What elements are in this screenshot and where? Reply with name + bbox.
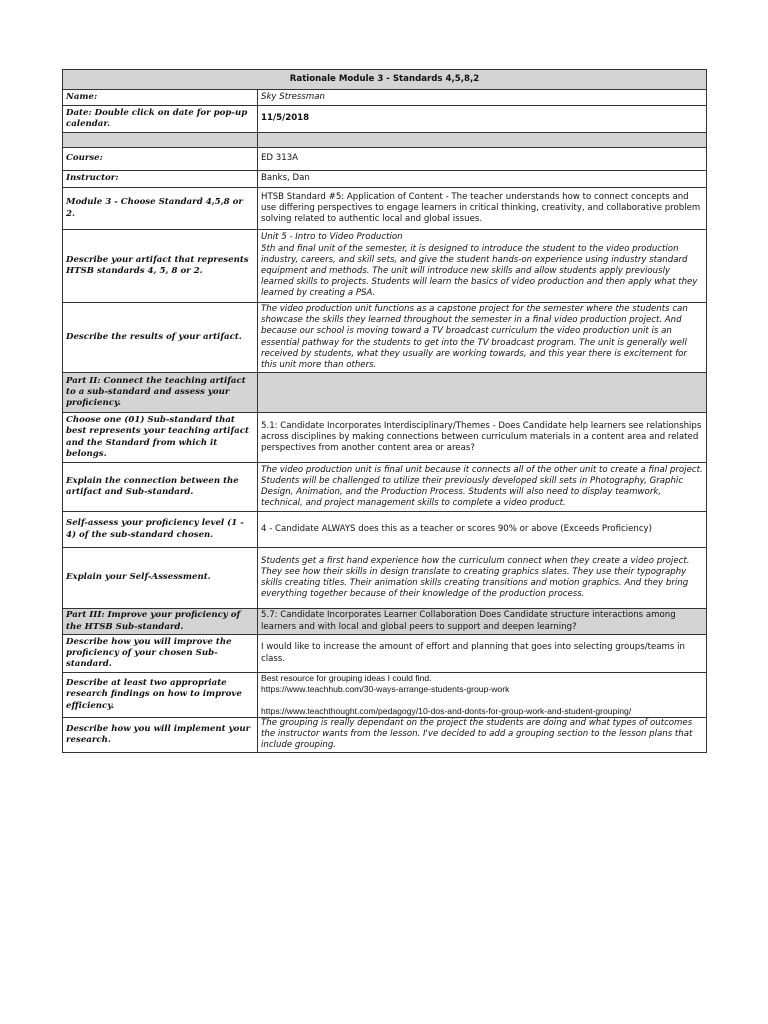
selfassess-value[interactable]: 4 - Candidate ALWAYS does this as a teacher or scores 90% or above (Exceeds Proficiency): [258, 512, 707, 548]
research-label: Describe at least two appropriate research findings on how to improve efficiency.: [63, 673, 258, 718]
research-link-teachhub[interactable]: https://www.teachhub.com/30-ways-arrange-students-group-work: [261, 684, 510, 695]
spacer-cell-right: [258, 133, 707, 148]
name-value[interactable]: Sky Stressman: [258, 90, 707, 106]
spacer-cell-left: [63, 133, 258, 148]
results-label: Describe the results of your artifact.: [63, 303, 258, 373]
selfassess-label: Self-assess your proficiency level (1 - 4) of the sub-standard chosen.: [63, 512, 258, 548]
artifact-description: 5th and final unit of the semester, it is designed to introduce the student to the video production industry, careers, and skill sets, and give the student hands-on experience using industry standard equipment and methods. The unit will introduce new skills and allow students apply previously learned skills to projects. Students will learn the basics of video production and then apply what they learned by creating a PSA.: [261, 243, 698, 299]
implement-value[interactable]: The grouping is really dependant on the project the students are doing and what types of outcomes the instructor wants from the lesson. I've decided to add a grouping section to the lesson plans that include grouping.: [258, 718, 707, 753]
module-value[interactable]: HTSB Standard #5: Application of Content - The teacher understands how to connect concepts and use differing perspectives to engage learners in critical thinking, creativity, and collaborative problem solving related to authentic local and global issues.: [258, 188, 707, 230]
module-label: Module 3 - Choose Standard 4,5,8 or 2.: [63, 188, 258, 230]
explain-label: Explain your Self-Assessment.: [63, 548, 258, 609]
rationale-form-table: [62, 69, 707, 753]
artifact-value[interactable]: [258, 230, 707, 303]
part2-heading: Part II: Connect the teaching artifact to a sub-standard and assess your proficiency.: [63, 373, 258, 413]
artifact-unit-title: Unit 5 - Intro to Video Production: [261, 232, 403, 243]
results-value[interactable]: The video production unit functions as a capstone project for the semester where the students can showcase the skills they learned throughout the semester in a final video production project. And because our school is moving toward a TV broadcast curriculum the video production unit is an essential pathway for the students to get into the TV broadcast program. The unit is generally well received by students, what they usually are working towards, and this year there is excitement for this unit more than others.: [258, 303, 707, 373]
name-label: Name:: [63, 90, 258, 106]
explain-value[interactable]: Students get a first hand experience how the curriculum connect when they create a video project. They see how their skills in design translate to creating graphics slates. They use their typography skills creating titles. Their animation skills creating transitions and motion graphics. And they bring everything together because of their knowledge of the production process.: [258, 548, 707, 609]
research-intro: Best resource for grouping ideas I could find.: [261, 673, 432, 684]
connection-label: Explain the connection between the artifact and Sub-standard.: [63, 463, 258, 512]
date-value[interactable]: 11/5/2018: [258, 106, 707, 133]
research-value[interactable]: [258, 673, 707, 718]
connection-value[interactable]: The video production unit is final unit because it connects all of the other unit to create a final project. Students will be challenged to utilize their previously developed skill sets in Photography, Graphic Design, Animation, and the Production Process. Students will also need to display teamwork, technical, and project management skills to complete a video product.: [258, 463, 707, 512]
instructor-label: Instructor:: [63, 171, 258, 188]
instructor-value[interactable]: Banks, Dan: [258, 171, 707, 188]
date-label: Date: Double click on date for pop-up calendar.: [63, 106, 258, 133]
research-link-teachthought[interactable]: https://www.teachthought.com/pedagogy/10-dos-and-donts-for-group-work-and-student-grouping/: [261, 705, 632, 716]
substandard-label: Choose one (01) Sub-standard that best represents your teaching artifact and the Standard from which it belongs.: [63, 413, 258, 463]
improve-value[interactable]: I would like to increase the amount of effort and planning that goes into selecting groups/teams in class.: [258, 635, 707, 673]
substandard-value[interactable]: 5.1: Candidate Incorporates Interdisciplinary/Themes - Does Candidate help learners see relationships across disciplines by making connections between curriculum materials in a content area and related perspectives from another content area or areas?: [258, 413, 707, 463]
artifact-label: Describe your artifact that represents HTSB standards 4, 5, 8 or 2.: [63, 230, 258, 303]
course-value[interactable]: ED 313A: [258, 148, 707, 171]
implement-label: Describe how you will implement your research.: [63, 718, 258, 753]
improve-label: Describe how you will improve the proficiency of your chosen Sub-standard.: [63, 635, 258, 673]
part3-value[interactable]: 5.7: Candidate Incorporates Learner Collaboration Does Candidate structure interactions among learners and with local and global peers to support and deepen learning?: [258, 609, 707, 635]
course-label: Course:: [63, 148, 258, 171]
part2-value: [258, 373, 707, 413]
part3-heading: Part III: Improve your proficiency of the HTSB Sub-standard.: [63, 609, 258, 635]
form-title: Rationale Module 3 - Standards 4,5,8,2: [63, 70, 707, 90]
